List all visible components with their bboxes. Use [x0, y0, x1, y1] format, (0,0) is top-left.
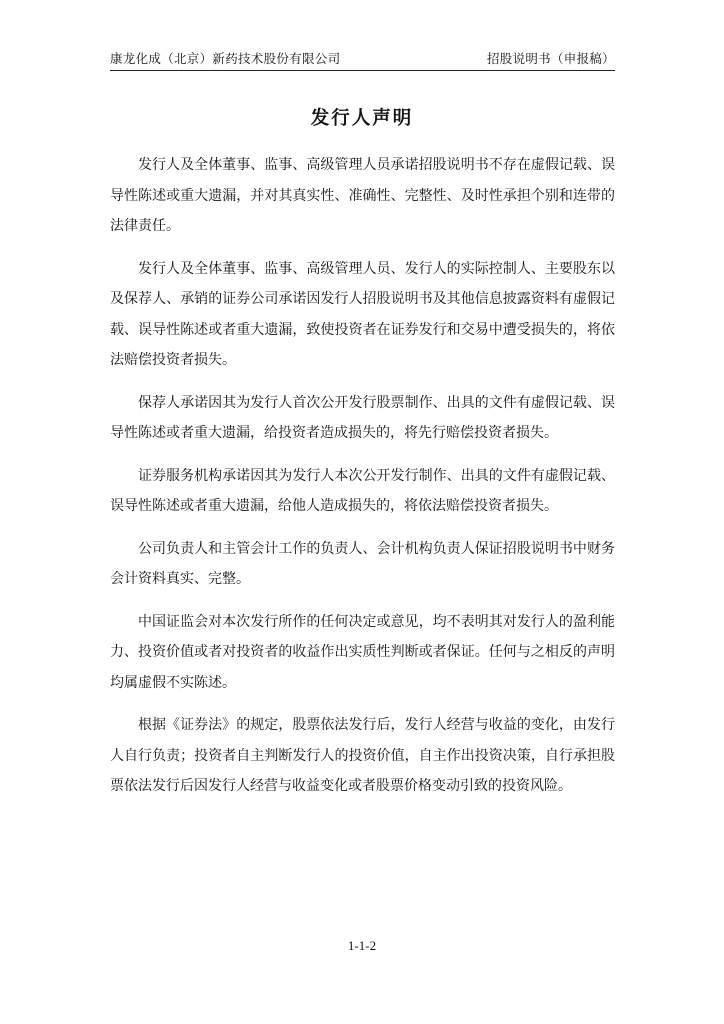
paragraph-sponsor-commitment: 保荐人承诺因其为发行人首次公开发行股票制作、出具的文件有虚假记载、误导性陈述或者重大遗漏，给投资者造成损失的，将先行赔偿投资者损失。 — [110, 394, 615, 441]
statement-body — [110, 150, 615, 814]
header-document-type: 招股说明书（申报稿） — [486, 51, 615, 66]
page-header — [110, 50, 615, 71]
paragraph-securities-law: 根据《证券法》的规定，股票依法发行后，发行人经营与收益的变化，由发行人自行负责；投资者自主判断发行人的投资价值，自主作出投资决策，自行承担股票依法发行后因发行人经营与收益变化或者股票价格变动引致的投资风险。 — [110, 717, 615, 794]
header-company-name: 康龙化成（北京）新药技术股份有限公司 — [110, 51, 341, 66]
paragraph-csrc-disclaimer: 中国证监会对本次发行所作的任何决定或意见，均不表明其对发行人的盈利能力、投资价值或者对投资者的收益作出实质性判断或者保证。任何与之相反的声明均属虚假不实陈述。 — [110, 613, 615, 691]
paragraph-compensation-commitment: 发行人及全体董事、监事、高级管理人员、发行人的实际控制人、主要股东以及保荐人、承销的证券公司承诺因发行人招股说明书及其他信息披露资料有虚假记载、误导性陈述或者重大遗漏，致使投资者在证券发行和交易中遭受损失的，将依法赔偿投资者损失。 — [110, 260, 615, 368]
page-title: 发行人声明 — [310, 108, 414, 129]
paragraph-issuer-commitment: 发行人及全体董事、监事、高级管理人员承诺招股说明书不存在虚假记载、误导性陈述或重大遗漏，并对其真实性、准确性、完整性、及时性承担个别和连带的法律责任。 — [110, 157, 615, 234]
page-number: 1-1-2 — [347, 938, 377, 953]
paragraph-financial-guarantee: 公司负责人和主管会计工作的负责人、会计机构负责人保证招股说明书中财务会计资料真实、完整。 — [110, 540, 615, 587]
paragraph-service-agency-commitment: 证券服务机构承诺因其为发行人本次公开发行制作、出具的文件有虚假记载、误导性陈述或者重大遗漏，给他人造成损失的，将依法赔偿投资者损失。 — [110, 467, 615, 514]
